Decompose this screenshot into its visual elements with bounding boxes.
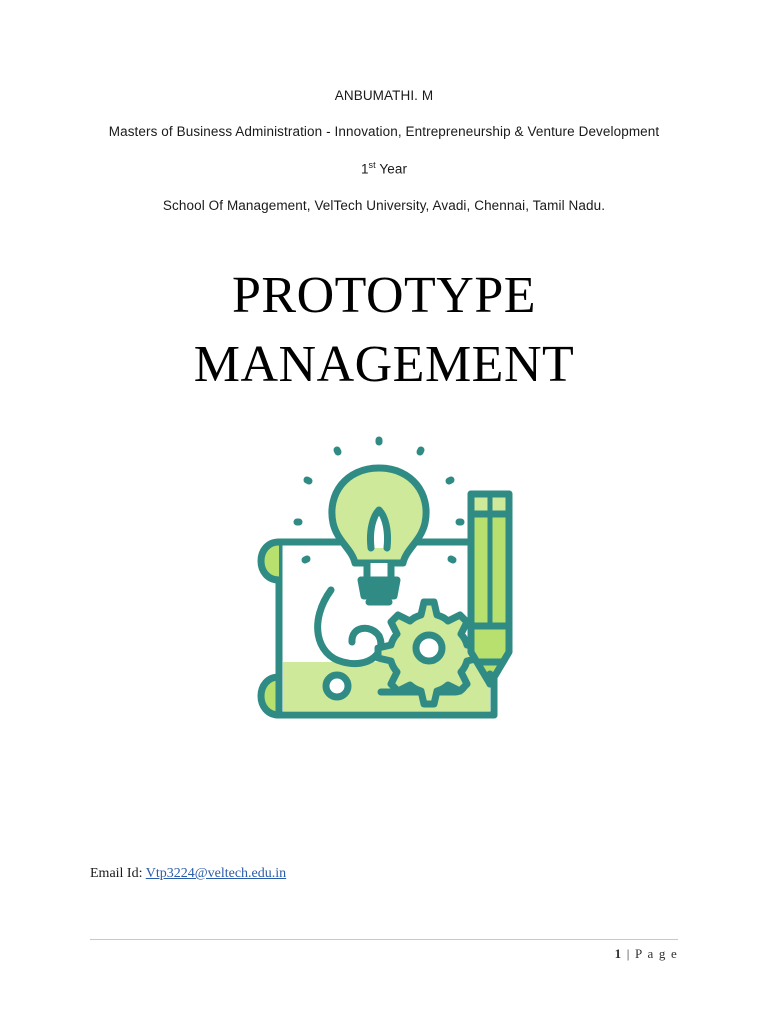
illustration-container [90,430,678,760]
year-line [90,160,678,178]
page-title [90,262,678,399]
page-number-value: 1 [614,946,623,961]
page-number [615,946,678,962]
page-number-separator: | [622,946,636,961]
year-suffix: Year [375,161,408,177]
email-line [90,866,286,882]
page-number-word: P a g e [635,946,678,961]
year-ordinal: st [368,160,376,171]
title-line-1: PROTOTYPE [231,267,537,325]
footer-divider [90,939,678,940]
prototype-design-illustration [219,430,549,760]
email-label: Email Id: [90,866,146,881]
email-link[interactable]: Vtp3224@veltech.edu.in [145,866,287,881]
school-line: School Of Management, VelTech University, Avadi, Chennai, Tamil Nadu. [162,198,606,214]
title-line-2: MANAGEMENT [193,335,575,393]
author-name: ANBUMATHI. M [334,88,434,103]
year-number: 1 [360,161,369,177]
course-title: Masters of Business Administration - Innovation, Entrepreneurship & Venture Development [108,124,660,140]
